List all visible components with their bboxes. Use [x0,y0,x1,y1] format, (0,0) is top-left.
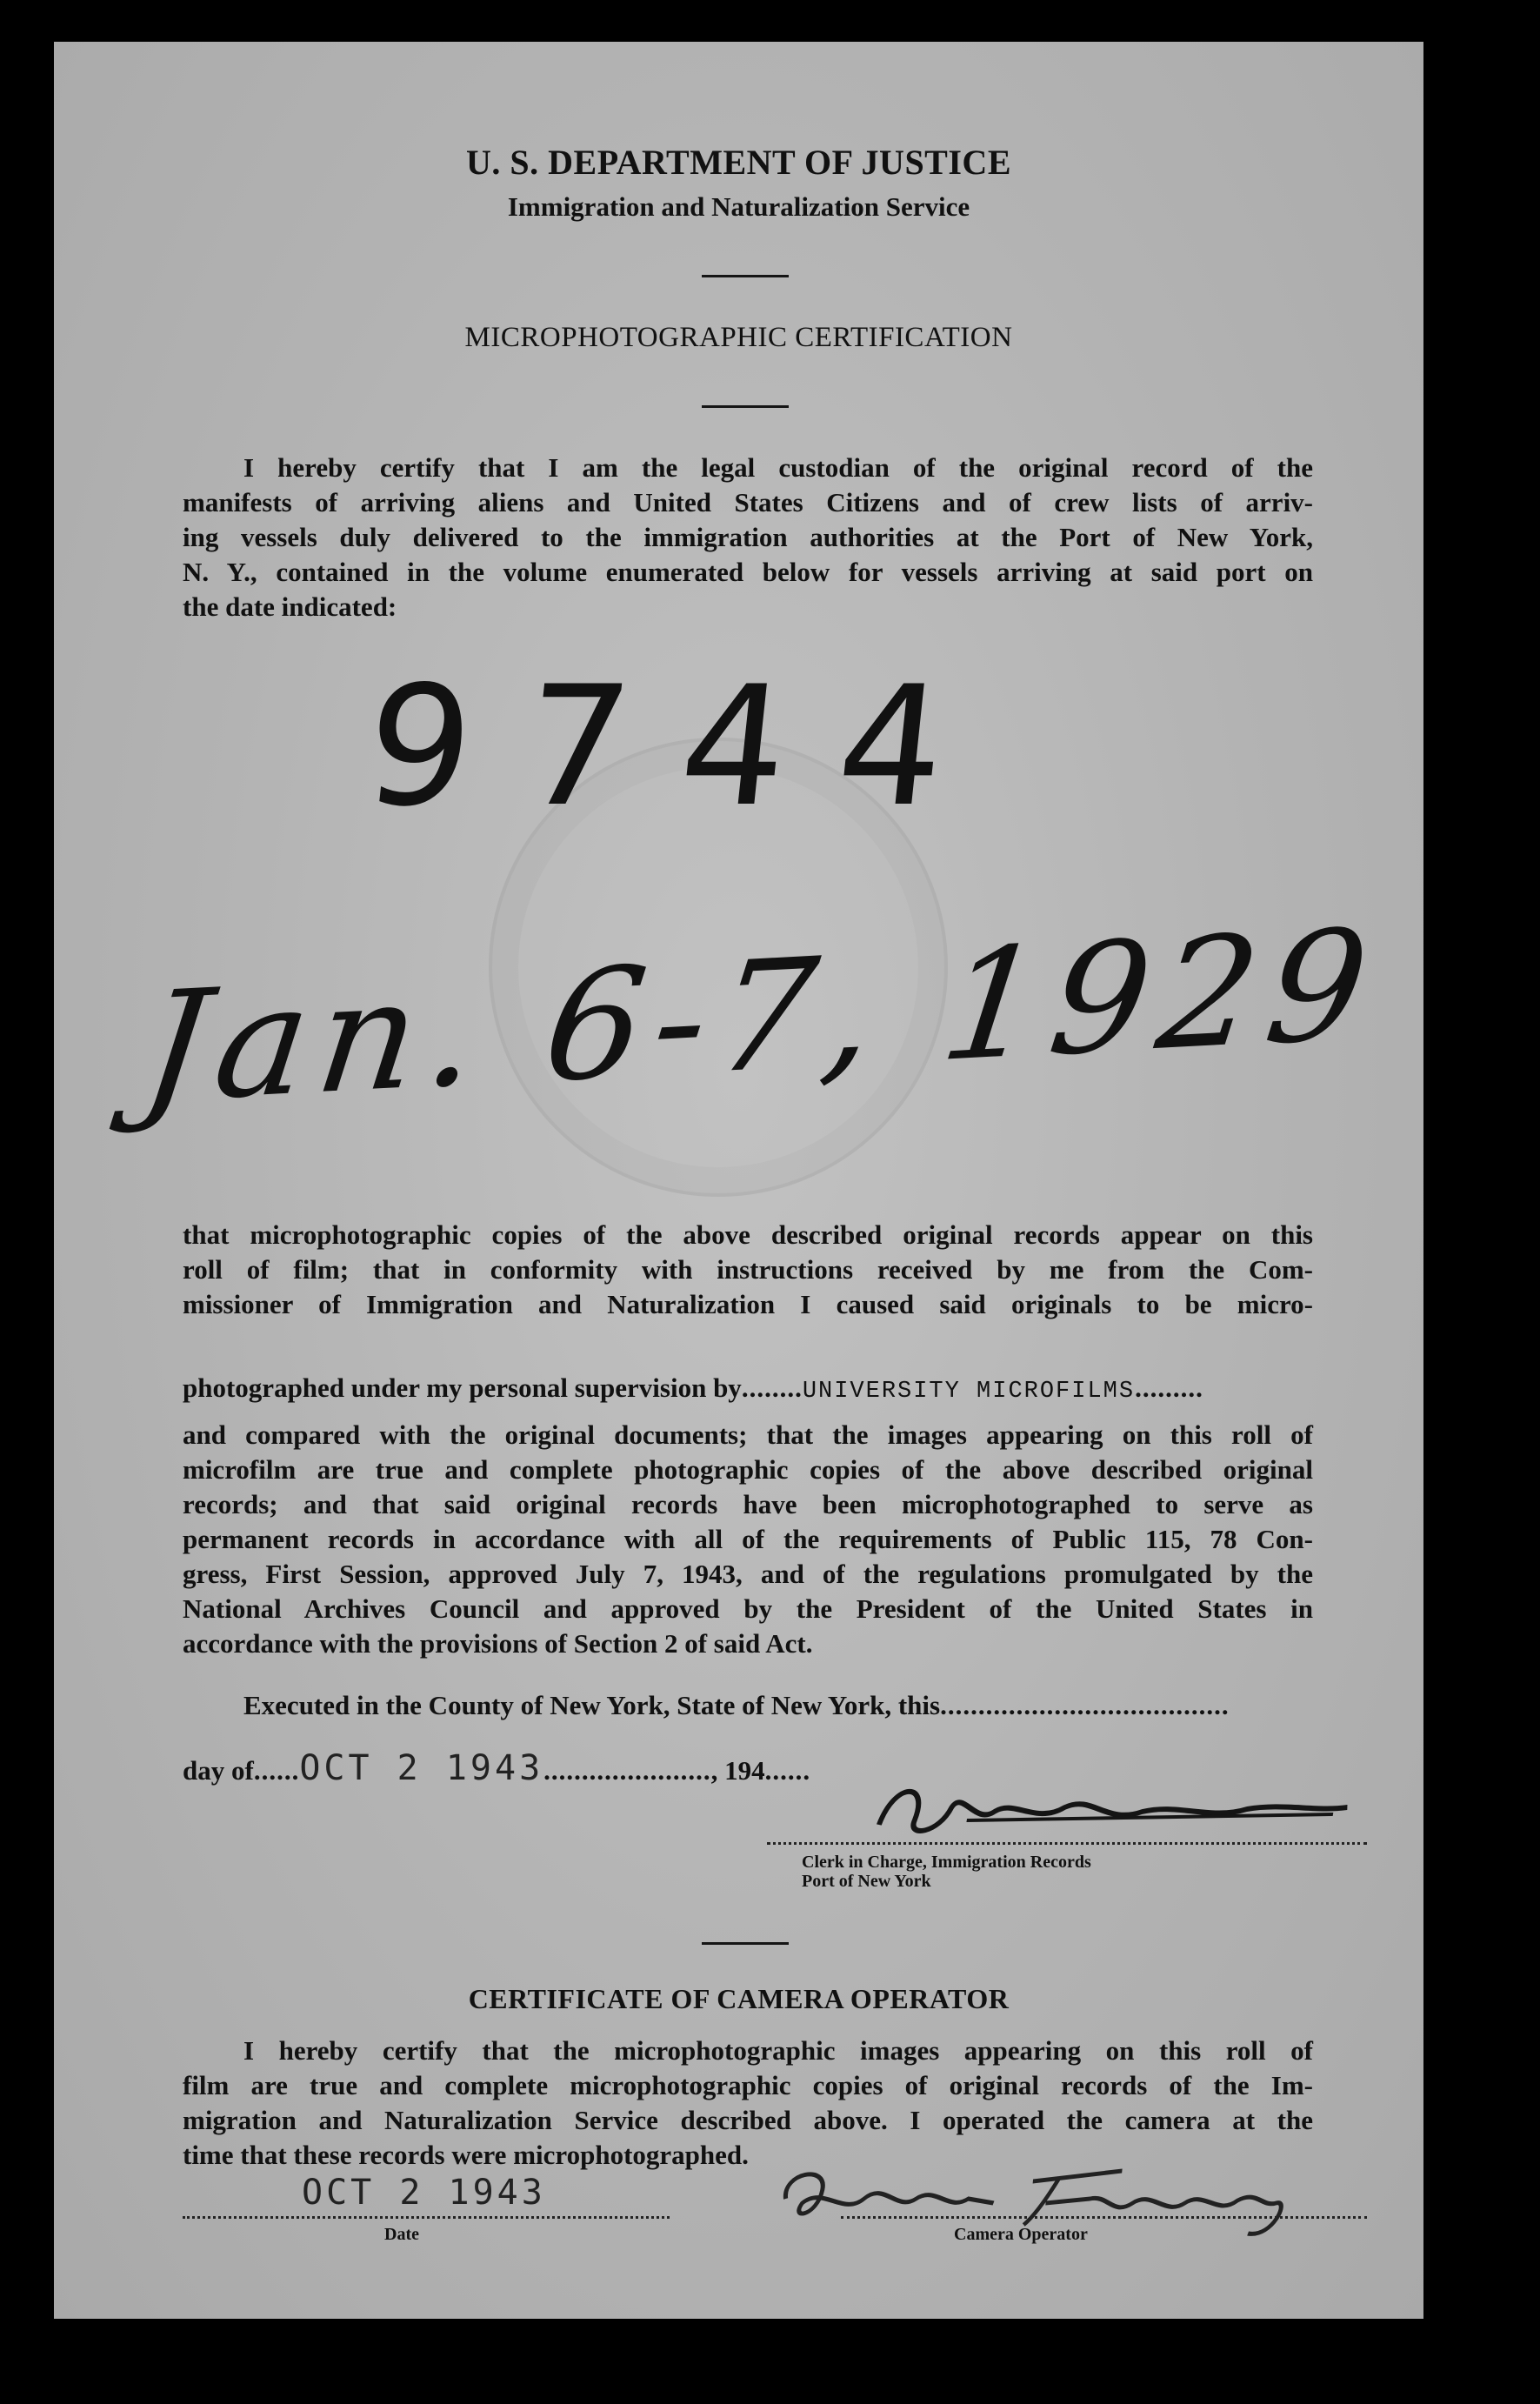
text-line: missioner of Immigration and Naturalization I caused said originals to be micro- [183,1289,1313,1319]
camera-paragraph [183,2033,1313,2173]
camera-certificate-title: CERTIFICATE OF CAMERA OPERATOR [468,1983,1010,2014]
date-line [183,2216,670,2219]
handwritten-volume-date: Jan. 6-7, 1929 [133,897,1387,1138]
text-line: accordance with the provisions of Section 2 of said Act. [183,1628,813,1659]
text-line: film are true and complete microphotographic copies of original records of the Im- [183,2070,1313,2100]
text-line: roll of film; that in conformity with instructions received by me from the Com- [183,1254,1313,1285]
executed-text: Executed in the County of New York, State of New York, this [243,1690,941,1720]
signature-scribble [857,1773,1358,1851]
text-line: the date indicated: [183,591,397,622]
text-line: that microphotographic copies of the above described original records appear on this [183,1219,1313,1250]
department-heading: U. S. DEPARTMENT OF JUSTICE [466,143,1011,182]
year-prefix: , 194 [710,1755,765,1786]
clerk-title: Clerk in Charge, Immigration Records [802,1853,1091,1872]
divider-rule [702,1942,789,1945]
supervision-prefix: photographed under my personal supervision by [183,1372,742,1403]
intro-paragraph [183,451,1313,624]
day-of-line: day of......OCT 2 1943......................, 194...... [183,1748,811,1788]
text-line: I hereby certify that the microphotographic images appearing on this roll of [243,2035,1313,2066]
supervision-line: photographed under my personal supervision by........UNIVERSITY MICROFILMS......... [183,1372,1203,1405]
microfilm-company: UNIVERSITY MICROFILMS [802,1379,1136,1405]
handwritten-volume-number: 9744 [357,651,1007,843]
text-line: permanent records in accordance with all of the requirements of Public 115, 78 Con- [183,1524,1313,1554]
text-line: time that these records were microphotographed. [183,2140,749,2170]
text-line: N. Y., contained in the volume enumerated below for vessels arriving at said port on [183,557,1313,587]
date-label: Date [384,2225,419,2244]
clerk-signature-line [767,1842,1367,1845]
text-line: National Archives Council and approved by the President of the United States in [183,1593,1313,1624]
camera-operator-label: Camera Operator [954,2225,1088,2244]
operator-signature-line [841,2216,1367,2219]
body-paragraph-2 [183,1418,1313,1661]
text-line: gress, First Session, approved July 7, 1943, and of the regulations promulgated by the [183,1559,1313,1589]
divider-rule [702,405,789,408]
certificate-page [54,42,1423,2319]
text-line: microfilm are true and complete photographic copies of the above described original [183,1454,1313,1485]
text-line: I hereby certify that I am the legal custodian of the original record of the [243,452,1313,483]
executed-line: Executed in the County of New York, State of New York, this...................................... [243,1690,1230,1720]
clerk-office: Port of New York [802,1872,931,1891]
text-line: ing vessels duly delivered to the immigration authorities at the Port of New York, [183,522,1313,552]
text-line: migration and Naturalization Service described above. I operated the camera at the [183,2105,1313,2135]
service-subheading: Immigration and Naturalization Service [507,191,970,222]
date-stamp: OCT 2 1943 [299,1748,544,1788]
divider-rule [702,275,789,277]
text-line: manifests of arriving aliens and United States Citizens and of crew lists of arriv- [183,487,1313,518]
certification-title: MICROPHOTOGRAPHIC CERTIFICATION [464,322,1013,353]
text-line: records; and that said original records have been microphotographed to serve as [183,1489,1313,1519]
text-line: and compared with the original documents; that the images appearing on this roll of [183,1419,1313,1450]
clerk-signature [855,1773,1358,1866]
camera-date-stamp: OCT 2 1943 [302,2173,546,2213]
day-of-label: day of [183,1755,254,1786]
body-paragraph-1 [183,1218,1313,1322]
